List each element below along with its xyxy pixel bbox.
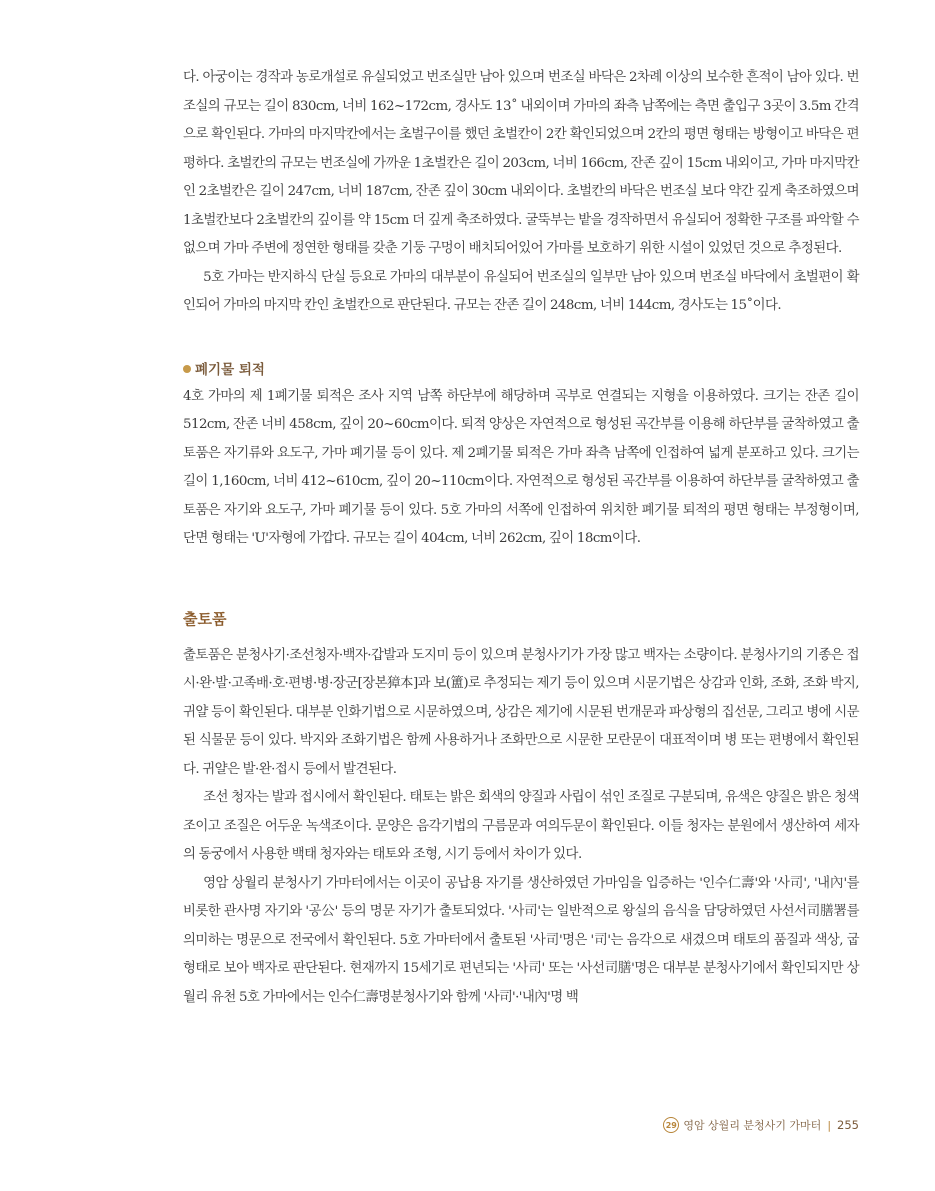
page-body bbox=[183, 64, 859, 1012]
artifacts-section-heading: 출토품 bbox=[183, 609, 227, 628]
waste-deposit-heading bbox=[183, 357, 859, 383]
body-paragraph-artifacts-celadon: 조선 청자는 발과 접시에서 확인된다. 태토는 밝은 회색의 양질과 사립이 섞인 조질로 구분되며, 유색은 양질은 밝은 청색조이고 조질은 어두운 녹색조이다. 문양은 음각기법의 구름문과 여의두문이 확인된다. 이들 청자는 분원에서 생산하여 세자의 동궁에서 사용한 백태 청자와는 태토와 조형, 시기 등에서 차이가 있다. bbox=[183, 790, 859, 862]
chapter-number-badge: 29 bbox=[663, 1117, 679, 1133]
body-paragraph-artifacts-buncheong: 출토품은 분청사기·조선청자·백자·갑발과 도지미 등이 있으며 분청사기가 가장 많고 백자는 소량이다. 분청사기의 기종은 접시·완·발·고족배·호·편병·병·장군[장본獐本]과 보(簠)로 추정되는 제기 등이 있으며 시문기법은 상감과 인화, 조화, 조화 박지, 귀얄 등이 확인된다. 대부분 인화기법으로 시문하였으며, 상감은 제기에 시문된 번개문과 파상형의 집선문, 그리고 병에 시문된 식물문 등이 있다. 박지와 조화기법은 함께 사용하거나 조화만으로 시문한 모란문이 대표적이며 병 또는 편병에서 확인된다. 귀얄은 발·완·접시 등에서 발견된다. bbox=[183, 647, 859, 777]
body-paragraph-waste-deposit: 4호 가마의 제 1폐기물 퇴적은 조사 지역 남쪽 하단부에 해당하며 곡부로 연결되는 지형을 이용하였다. 크기는 잔존 길이 512cm, 잔존 너비 458cm, 깊이 20~60cm이다. 퇴적 양상은 자연적으로 형성된 곡간부를 이용해 하단부를 굴착하였고 출토품은 자기류와 요도구, 가마 폐기물 등이 있다. 제 2폐기물 퇴적은 가마 좌측 남쪽에 인접하여 넓게 분포하고 있다. 크기는 길이 1,160cm, 너비 412~610cm, 깊이 20~110cm이다. 자연적으로 형성된 곡간부를 이용하여 하단부를 굴착하였고 출토품은 자기와 요도구, 가마 폐기물 등이 있다. 5호 가마의 서쪽에 인접하여 위치한 폐기물 퇴적의 평면 형태는 부정형이며, 단면 형태는 'U'자형에 가깝다. 규모는 길이 404cm, 너비 262cm, 깊이 18cm이다. bbox=[183, 388, 859, 546]
waste-heading-text: 폐기물 퇴적 bbox=[195, 361, 265, 378]
page-footer bbox=[663, 1117, 859, 1133]
body-paragraph-artifacts-inscriptions: 영암 상월리 분청사기 가마터에서는 이곳이 공납용 자기를 생산하였던 가마임을 입증하는 '인수仁壽'와 '사司', '내內'를 비롯한 관사명 자기와 '공公' 등의 명문 자기가 출토되었다. '사司'는 일반적으로 왕실의 음식을 담당하였던 사선서司膳署를 의미하는 명문으로 전국에서 확인된다. 5호 가마터에서 출토된 '사司'명은 '司'는 음각으로 새겼으며 태토의 품질과 색상, 굽 형태로 보아 백자로 판단된다. 현재까지 15세기로 편년되는 '사司' 또는 '사선司膳'명은 대부분 분청사기에서 확인되지만 상월리 유천 5호 가마에서는 인수仁壽명분청사기와 함께 '사司'·'내內'명 백 bbox=[183, 875, 859, 1005]
footer-separator: | bbox=[827, 1118, 832, 1132]
body-paragraph-kiln4-structure: 다. 아궁이는 경작과 농로개설로 유실되었고 번조실만 남아 있으며 번조실 바닥은 2차례 이상의 보수한 흔적이 남아 있다. 번조실의 규모는 길이 830cm, 너비 162~172cm, 경사도 13˚ 내외이며 가마의 좌측 남쪽에는 측면 출입구 3곳이 3.5m 간격으로 확인된다. 가마의 마지막칸에서는 초벌구이를 했던 초벌칸이 2칸 확인되었으며 2칸의 평면 형태는 방형이고 바닥은 편평하다. 초벌칸의 규모는 번조실에 가까운 1초벌칸은 길이 203cm, 너비 166cm, 잔존 깊이 15cm 내외이고, 가마 마지막칸인 2초벌칸은 길이 247cm, 너비 187cm, 잔존 깊이 30cm 내외이다. 초벌칸의 바닥은 번조실 보다 약간 깊게 축조하였으며 1초벌칸보다 2초벌칸의 깊이를 약 15cm 더 깊게 축조하였다. 굴뚝부는 밭을 경작하면서 유실되어 정확한 구조를 파악할 수 없으며 가마 주변에 정연한 형태를 갖춘 기둥 구멍이 배치되어있어 가마를 보호하기 위한 시설이 있었던 것으로 추정된다. bbox=[183, 70, 859, 256]
bullet-icon bbox=[183, 365, 191, 373]
running-title: 영암 상월리 분청사기 가마터 bbox=[683, 1119, 822, 1132]
body-paragraph-kiln5: 5호 가마는 반지하식 단실 등요로 가마의 대부분이 유실되어 번조실의 일부만 남아 있으며 번조실 바닥에서 초벌편이 확인되어 가마의 마지막 칸인 초벌칸으로 판단된다. 규모는 잔존 길이 248cm, 너비 144cm, 경사도는 15˚이다. bbox=[183, 269, 859, 313]
page-number: 255 bbox=[837, 1118, 859, 1132]
